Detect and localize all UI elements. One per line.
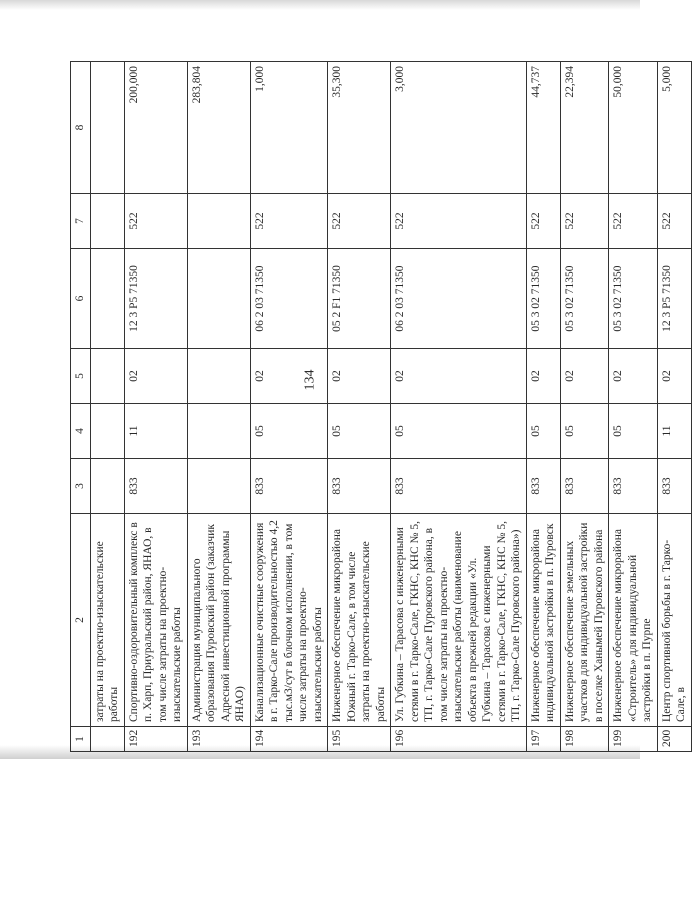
row-number: 196 [391, 727, 527, 752]
column-header: 7 [71, 194, 91, 249]
expense-type [187, 194, 250, 249]
row-number: 199 [609, 727, 658, 752]
table-row [609, 62, 658, 752]
ministry-code: 833 [250, 459, 328, 514]
amount: 200,000 [124, 62, 187, 194]
table-row [328, 62, 391, 752]
amount: 5,000 [657, 62, 691, 194]
table-row [560, 62, 609, 752]
section-code: 11 [124, 404, 187, 459]
row-number: 198 [560, 727, 609, 752]
table-row [124, 62, 187, 752]
scan-edge-top [0, 0, 640, 10]
ministry-code: 833 [560, 459, 609, 514]
expense-type [90, 194, 124, 249]
amount: 283,804 [187, 62, 250, 194]
section-code [187, 404, 250, 459]
section-code: 05 [560, 404, 609, 459]
rotated-table-wrapper [70, 62, 687, 752]
object-name: Инженерное обеспечение земельных участков для индивидуальной застройки в поселке Ханымей Пуровского района [560, 514, 609, 727]
ministry-code [90, 459, 124, 514]
expense-type: 522 [657, 194, 691, 249]
section-code: 05 [391, 404, 527, 459]
row-number: 200 [657, 727, 691, 752]
row-number [90, 727, 124, 752]
column-header: 4 [71, 404, 91, 459]
section-code: 11 [657, 404, 691, 459]
ministry-code: 833 [609, 459, 658, 514]
row-number: 192 [124, 727, 187, 752]
object-name: Инженерное обеспечение микрорайона Южный г. Тарко-Сале, в том числе затраты на проектно-изыскательские работы [328, 514, 391, 727]
target-article: 05 2 F1 71350 [328, 249, 391, 349]
target-article: 05 3 02 71350 [560, 249, 609, 349]
object-name: Канализационные очистные сооружения в г. Тарко-Сале производительностью 4,2 тыс.м3/сут в блочном исполнении, в том числе затраты на проектно-изыскательские работы [250, 514, 328, 727]
column-header: 2 [71, 514, 91, 727]
row-number: 194 [250, 727, 328, 752]
ministry-code: 833 [124, 459, 187, 514]
target-article: 06 2 03 71350 [250, 249, 328, 349]
object-name: Администрация муниципального образования Пуровский район (заказчик Адресной инвестиционной программы ЯНАО) [187, 514, 250, 727]
target-article: 06 2 03 71350 [391, 249, 527, 349]
amount: 22,394 [560, 62, 609, 194]
amount: 44,737 [526, 62, 560, 194]
subsection-code: 02 [250, 349, 328, 404]
object-name: Ул. Губкина – Тарасова с инженерными сетями в г. Тарко-Сале, ГКНС, КНС № 5, ТП, г. Тарко-Сале Пуровского района, в том числе затраты на проектно-изыскательские работы (наименование объекта в прежней редакции «Ул. Губкина – Тарасова с инженерными сетями в г. Тарко-Сале, ГКНС, КНС № 5, ТП, г. Тарко-Сале Пуровского района») [391, 514, 527, 727]
amount: 35,300 [328, 62, 391, 194]
ministry-code: 833 [391, 459, 527, 514]
column-header: 5 [71, 349, 91, 404]
expense-type: 522 [124, 194, 187, 249]
subsection-code: 02 [526, 349, 560, 404]
subsection-code: 02 [124, 349, 187, 404]
object-name: затраты на проектно-изыскательские работы [90, 514, 124, 727]
expense-type: 522 [560, 194, 609, 249]
table-row [657, 62, 691, 752]
table-row [391, 62, 527, 752]
row-number: 195 [328, 727, 391, 752]
target-article: 05 3 02 71350 [609, 249, 658, 349]
target-article: 05 3 02 71350 [526, 249, 560, 349]
target-article: 12 3 P5 71350 [657, 249, 691, 349]
table-row [187, 62, 250, 752]
expense-type: 522 [526, 194, 560, 249]
subsection-code [187, 349, 250, 404]
column-header: 6 [71, 249, 91, 349]
header-row [71, 62, 91, 752]
section-code [90, 404, 124, 459]
ministry-code: 833 [657, 459, 691, 514]
subsection-code: 02 [609, 349, 658, 404]
expense-type: 522 [391, 194, 527, 249]
subsection-code: 02 [560, 349, 609, 404]
target-article: 12 3 P5 71350 [124, 249, 187, 349]
object-name: Центр спортивной борьбы в г. Тарко-Сале, в [657, 514, 691, 727]
object-name: Инженерное обеспечение микрорайона «Строитель» для индивидуальной застройки в п. Пурпе [609, 514, 658, 727]
column-header: 8 [71, 62, 91, 194]
object-name: Спортивно-оздоровительный комплекс в п. Харп, Приуральский район, ЯНАО, в том числе затраты на проектно-изыскательские работы [124, 514, 187, 727]
column-header: 3 [71, 459, 91, 514]
table-row [250, 62, 328, 752]
subsection-code: 02 [328, 349, 391, 404]
target-article [187, 249, 250, 349]
subsection-code [90, 349, 124, 404]
table-row [90, 62, 124, 752]
section-code: 05 [328, 404, 391, 459]
row-number: 197 [526, 727, 560, 752]
expense-type: 522 [609, 194, 658, 249]
amount: 1,000 [250, 62, 328, 194]
object-name: Инженерное обеспечение микрорайона индивидуальной застройки в п. Пуровск [526, 514, 560, 727]
amount [90, 62, 124, 194]
ministry-code: 833 [328, 459, 391, 514]
target-article [90, 249, 124, 349]
section-code: 05 [609, 404, 658, 459]
section-code: 05 [526, 404, 560, 459]
expense-type: 522 [250, 194, 328, 249]
subsection-code: 02 [391, 349, 527, 404]
expense-type: 522 [328, 194, 391, 249]
amount: 50,000 [609, 62, 658, 194]
section-code: 05 [250, 404, 328, 459]
ministry-code: 833 [526, 459, 560, 514]
subsection-code: 02 [657, 349, 691, 404]
ministry-code [187, 459, 250, 514]
column-header: 1 [71, 727, 91, 752]
page-number: 134 [302, 369, 318, 391]
amount: 3,000 [391, 62, 527, 194]
budget-table [70, 61, 692, 752]
table-row [526, 62, 560, 752]
row-number: 193 [187, 727, 250, 752]
